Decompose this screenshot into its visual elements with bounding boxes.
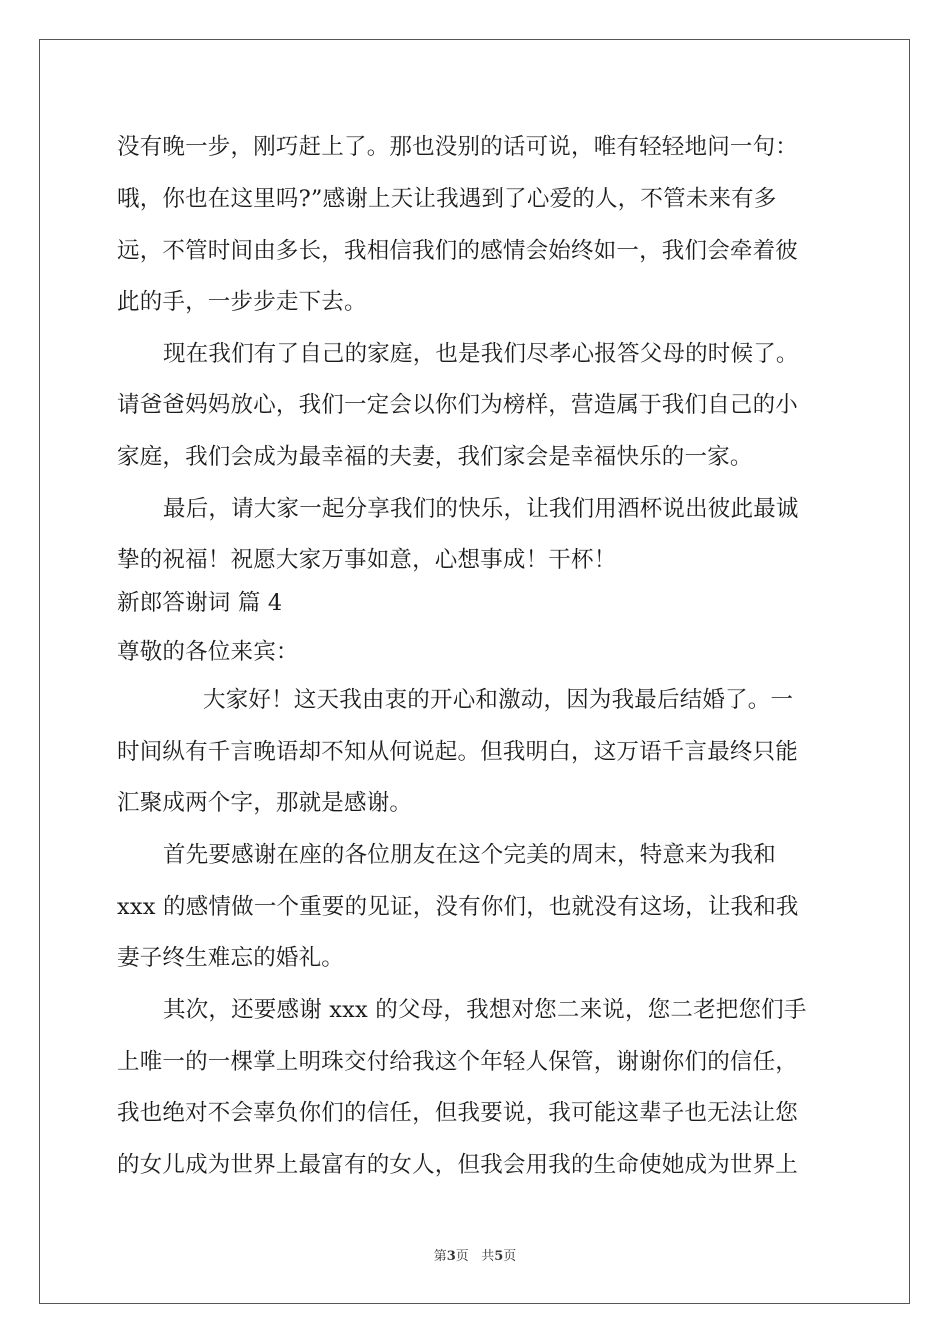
text-line: 其次，还要感谢 xxx 的父母，我想对您二来说，您二老把您们手 bbox=[163, 997, 807, 1023]
text-line: 挚的祝福！祝愿大家万事如意，心想事成！干杯！ bbox=[117, 547, 617, 573]
text-line: 远，不管时间由多长，我相信我们的感情会始终如一，我们会牵着彼 bbox=[117, 238, 799, 264]
text-line: xxx 的感情做一个重要的见证，没有你们，也就没有这场，让我和我 bbox=[117, 894, 799, 920]
text-line: 请爸爸妈妈放心，我们一定会以你们为榜样，营造属于我们自己的小 bbox=[117, 392, 799, 418]
text-line: 我也绝对不会辜负你们的信任，但我要说，我可能这辈子也无法让您 bbox=[117, 1100, 799, 1126]
section-heading: 新郎答谢词 篇 4 bbox=[117, 590, 283, 616]
text-line: 大家好！这天我由衷的开心和激动，因为我最后结婚了。一 bbox=[203, 687, 794, 713]
text-line: 家庭，我们会成为最幸福的夫妻，我们家会是幸福快乐的一家。 bbox=[117, 444, 753, 470]
text-line: 最后，请大家一起分享我们的快乐，让我们用酒杯说出彼此最诚 bbox=[163, 496, 799, 522]
text-line: 的女儿成为世界上最富有的女人，但我会用我的生命使她成为世界上 bbox=[117, 1152, 799, 1178]
text-line: 汇聚成两个字，那就是感谢。 bbox=[117, 790, 413, 816]
text-line: 上唯一的一棵掌上明珠交付给我这个年轻人保管，谢谢你们的信任， bbox=[117, 1049, 799, 1075]
footer-page-number: 3 bbox=[446, 1249, 456, 1264]
text-line: 首先要感谢在座的各位朋友在这个完美的周末，特意来为我和 bbox=[163, 842, 776, 868]
text-line: 哦，你也在这里吗?”感谢上天让我遇到了心爱的人，不管未来有多 bbox=[117, 186, 777, 212]
footer-page-mid: 页 共 bbox=[455, 1249, 495, 1264]
footer-page-suffix: 页 bbox=[503, 1249, 517, 1264]
text-line: 现在我们有了自己的家庭，也是我们尽孝心报答父母的时候了。 bbox=[163, 341, 799, 367]
footer-page-prefix: 第 bbox=[433, 1249, 447, 1264]
page-footer bbox=[0, 1245, 950, 1264]
salutation: 尊敬的各位来宾： bbox=[117, 639, 299, 665]
text-line: 时间纵有千言晚语却不知从何说起。但我明白，这万语千言最终只能 bbox=[117, 739, 799, 765]
text-line: 此的手，一步步走下去。 bbox=[117, 289, 367, 315]
footer-total-pages: 5 bbox=[494, 1249, 504, 1264]
text-line: 妻子终生难忘的婚礼。 bbox=[117, 945, 345, 971]
text-line: 没有晚一步，刚巧赶上了。那也没别的话可说，唯有轻轻地问一句： bbox=[117, 134, 799, 160]
